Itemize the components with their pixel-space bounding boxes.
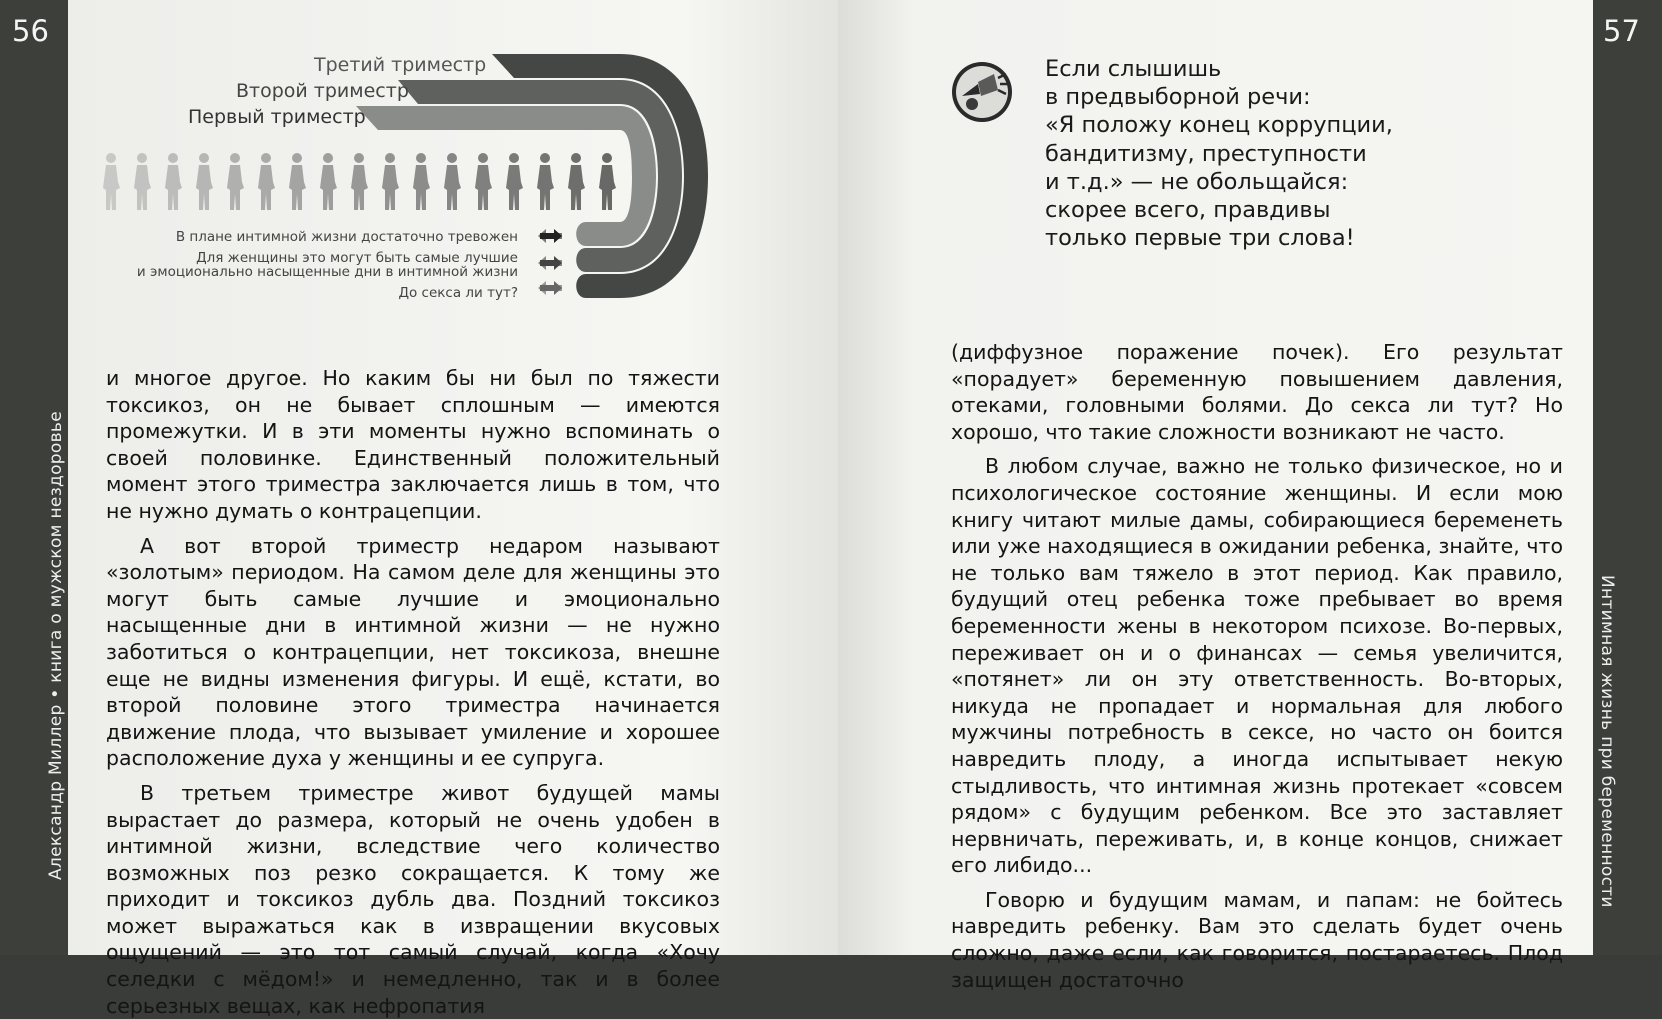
megaphone-speaker-icon <box>950 60 1014 124</box>
quote-line: Если слышишь <box>1045 56 1222 82</box>
paragraph: и многое другое. Но каким бы ни был по тяжести токсикоз, он не бывает сплошным — имеются промежутки. И в эти моменты нужно вспоминать о своей половинке. Единственный положительный момент этого триместра заключается лишь в том, что не нужно думать о контрацепции. <box>106 366 720 523</box>
note-second-trimester-line2: и эмоционально насыщенные дни в интимной жизни <box>136 264 518 280</box>
quote-line: и т.д.» — не обольщайся: <box>1045 168 1349 195</box>
paragraph: Говорю и будущим мамам, и папам: не бойтесь навредить ребенку. Вам это сделать будет очень сложно, даже если, как говорится, постараетесь. Плод защищен достаточно <box>951 887 1563 992</box>
page-number-right: 57 <box>1603 14 1640 48</box>
left-body-text <box>106 365 720 1019</box>
label-third-trimester: Третий триместр <box>314 54 487 76</box>
paragraph: В третьем триместре живот будущей мамы вырастает до размера, который не очень удобен в интимной жизни, вследствие чего количество возможных поз резко сокращается. К тому же приходит и токсикоз дубль два. Поздний токсикоз может выражаться как в извращении вкусовых ощущений — это тот самый случай, когда «Хочу селедки с мёдом!» и немедленно, так и в более серьезных вещах, как нефропатия <box>106 780 720 1018</box>
note-third-trimester: До секса ли тут? <box>398 285 518 301</box>
quote-line: только первые три слова! <box>1045 225 1355 252</box>
right-body-text <box>951 339 1563 993</box>
running-head-right: Интимная жизнь при беременности <box>1597 575 1617 908</box>
pregnant-woman-icon <box>534 152 556 212</box>
quote-line: бандитизму, преступности <box>1045 140 1367 167</box>
running-head-left: Александр Миллер • книга о мужском нездоровье <box>46 411 66 880</box>
double-arrow-icon <box>532 253 568 273</box>
pregnant-woman-icon <box>410 152 432 212</box>
pregnant-woman-icon <box>441 152 463 212</box>
pregnant-woman-icon <box>379 152 401 212</box>
quote-line: в предвыборной речи: <box>1045 84 1311 111</box>
pregnant-woman-icon <box>317 152 339 212</box>
double-arrow-icon <box>532 226 568 246</box>
pregnant-woman-icon <box>472 152 494 212</box>
pregnant-woman-icon <box>255 152 277 212</box>
note-second-trimester-line1: Для женщины это могут быть самые лучшие <box>196 250 518 266</box>
right-margin-band <box>1593 0 1662 955</box>
page-number-left: 56 <box>12 14 49 48</box>
paragraph: (диффузное поражение почек). Его результат «порадует» беременную повышением давления, отеками, головными болями. До секса ли тут? Но хорошо, что такие сложности возникают не часто. <box>951 340 1563 444</box>
pregnant-woman-icon <box>596 152 618 212</box>
pregnant-woman-icon <box>286 152 308 212</box>
trimester-infographic <box>100 48 760 333</box>
paragraph: А вот второй триместр недаром называют «золотым» периодом. На самом деле для женщины это могут быть самые лучшие и эмоционально насыщенные дни в интимной жизни — не нужно заботиться о контрацепции, нет токсикоза, внешне еще не видны изменения фигуры. И ещё, кстати, во второй половине этого триместра начинается движение плода, что вызывает умиление и хорошее расположение духа у женщины и ее супруга. <box>106 533 720 771</box>
pregnant-woman-icon <box>162 152 184 212</box>
note-first-trimester: В плане интимной жизни достаточно тревожен <box>175 229 518 245</box>
pregnant-woman-icon <box>348 152 370 212</box>
pregnant-woman-icon <box>224 152 246 212</box>
paragraph: В любом случае, важно не только физическое, но и психологическое состояние женщины. И если мою книгу читают милые дамы, собирающиеся беременеть или уже находящиеся в ожидании ребенка, знайте, что не только вам тяжело в этот период. Как правило, будущий отец ребенка тоже пребывает во время беременности жены в некотором психозе. Во-первых, переживает он и о финансах — семья увеличится, «потянет» ли он эту ответственность. Во-вторых, никуда не пропадает и нормальная для любого мужчины потребность в сексе, но часто он боится навредить плоду, а иногда испытывает некую стыдливость, что интимная жизнь протекает «совсем рядом» с будущим ребенком. Все это заставляет нервничать, переживать, и, в конце концов, снижает его либидо... <box>951 454 1563 878</box>
double-arrow-icon <box>532 278 568 298</box>
pregnant-woman-icon <box>565 152 587 212</box>
pregnant-woman-icon <box>131 152 153 212</box>
quote-line: скорее всего, правдивы <box>1045 197 1331 224</box>
label-second-trimester: Второй триместр <box>236 80 409 102</box>
pregnant-woman-icon <box>193 152 215 212</box>
pregnant-woman-icon <box>100 152 122 212</box>
quote-line: «Я положу конец коррупции, <box>1045 112 1393 139</box>
pull-quote <box>1045 55 1393 252</box>
label-first-trimester: Первый триместр <box>188 106 366 128</box>
pregnant-woman-icon <box>503 152 525 212</box>
left-margin-band <box>0 0 68 955</box>
